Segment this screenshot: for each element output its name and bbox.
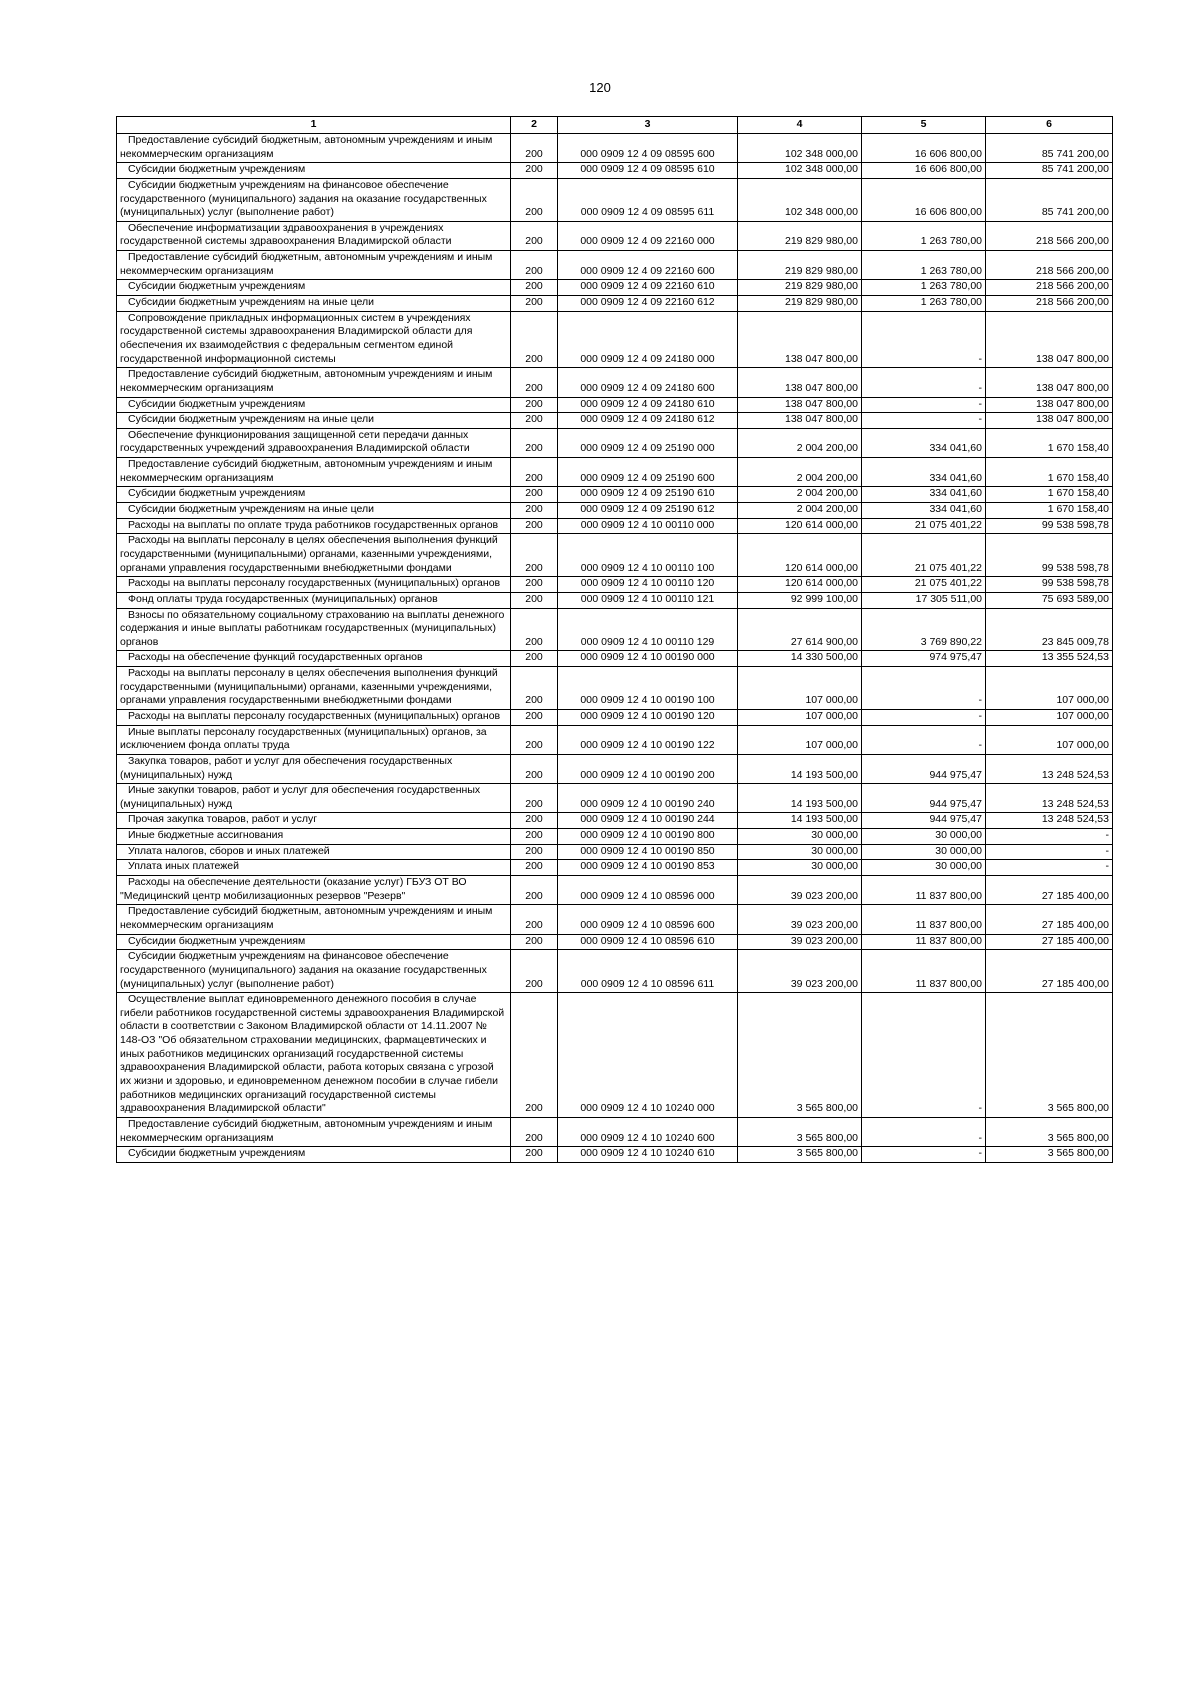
- row-budget-classification-code: 000 0909 12 4 09 08595 610: [558, 163, 738, 179]
- row-admin-code: 200: [511, 311, 558, 368]
- row-approved-amount: 2 004 200,00: [738, 503, 862, 519]
- row-admin-code: 200: [511, 784, 558, 813]
- row-remaining-amount: 27 185 400,00: [986, 934, 1113, 950]
- row-description: Расходы на выплаты персоналу государственных (муниципальных) органов: [117, 577, 511, 593]
- table-row: [117, 844, 1113, 860]
- row-remaining-amount: 75 693 589,00: [986, 592, 1113, 608]
- row-description: Расходы на выплаты по оплате труда работников государственных органов: [117, 518, 511, 534]
- row-remaining-amount: 218 566 200,00: [986, 280, 1113, 296]
- row-approved-amount: 3 565 800,00: [738, 1147, 862, 1163]
- table-row: [117, 413, 1113, 429]
- row-budget-classification-code: 000 0909 12 4 09 22160 000: [558, 221, 738, 250]
- table-row: [117, 651, 1113, 667]
- column-header: 3: [558, 117, 738, 134]
- row-remaining-amount: 107 000,00: [986, 667, 1113, 710]
- row-executed-amount: 334 041,60: [862, 487, 986, 503]
- row-admin-code: 200: [511, 134, 558, 163]
- column-header: 6: [986, 117, 1113, 134]
- row-approved-amount: 219 829 980,00: [738, 296, 862, 312]
- row-admin-code: 200: [511, 709, 558, 725]
- table-row: [117, 163, 1113, 179]
- table-row: [117, 860, 1113, 876]
- row-budget-classification-code: 000 0909 12 4 10 00110 121: [558, 592, 738, 608]
- row-admin-code: 200: [511, 844, 558, 860]
- row-description: Расходы на обеспечение функций государственных органов: [117, 651, 511, 667]
- row-executed-amount: 3 769 890,22: [862, 608, 986, 651]
- row-remaining-amount: 99 538 598,78: [986, 534, 1113, 577]
- row-executed-amount: 16 606 800,00: [862, 163, 986, 179]
- row-description: Осуществление выплат единовременного денежного пособия в случае гибели работников государственной системы здравоохранения Владимирской области в соответствии с Законом Владимирской области от 14.11.2007 № 148-ОЗ "Об обязательном страховании медицинских, фармацевтических и иных работников медицинских организаций государственной системы здравоохранения Владимирской области, работа которых связана с угрозой их жизни и здоровью, и единовременном денежном пособии в случае гибели работников медицинских организаций государственной системы здравоохранения Владимирской области": [117, 993, 511, 1118]
- row-executed-amount: 11 837 800,00: [862, 905, 986, 934]
- row-executed-amount: -: [862, 1117, 986, 1146]
- row-remaining-amount: 218 566 200,00: [986, 221, 1113, 250]
- row-executed-amount: 21 075 401,22: [862, 577, 986, 593]
- row-budget-classification-code: 000 0909 12 4 09 22160 600: [558, 251, 738, 280]
- row-remaining-amount: 1 670 158,40: [986, 503, 1113, 519]
- row-admin-code: 200: [511, 534, 558, 577]
- row-admin-code: 200: [511, 905, 558, 934]
- row-executed-amount: -: [862, 725, 986, 754]
- row-approved-amount: 2 004 200,00: [738, 487, 862, 503]
- row-remaining-amount: -: [986, 860, 1113, 876]
- row-description: Расходы на обеспечение деятельности (оказание услуг) ГБУЗ ОТ ВО "Медицинский центр мобилизационных резервов "Резерв": [117, 876, 511, 905]
- row-admin-code: 200: [511, 950, 558, 993]
- row-budget-classification-code: 000 0909 12 4 10 00190 850: [558, 844, 738, 860]
- table-row: [117, 178, 1113, 221]
- row-description: Предоставление субсидий бюджетным, автономным учреждениям и иным некоммерческим организациям: [117, 905, 511, 934]
- table-row: [117, 905, 1113, 934]
- row-budget-classification-code: 000 0909 12 4 09 08595 611: [558, 178, 738, 221]
- column-header: 2: [511, 117, 558, 134]
- row-executed-amount: 334 041,60: [862, 503, 986, 519]
- row-description: Уплата налогов, сборов и иных платежей: [117, 844, 511, 860]
- table-row: [117, 311, 1113, 368]
- row-approved-amount: 138 047 800,00: [738, 413, 862, 429]
- page-number: 120: [589, 80, 611, 95]
- row-budget-classification-code: 000 0909 12 4 10 00110 100: [558, 534, 738, 577]
- table-row: [117, 280, 1113, 296]
- row-admin-code: 200: [511, 296, 558, 312]
- row-executed-amount: 16 606 800,00: [862, 134, 986, 163]
- table-row: [117, 813, 1113, 829]
- row-budget-classification-code: 000 0909 12 4 09 22160 612: [558, 296, 738, 312]
- row-approved-amount: 30 000,00: [738, 860, 862, 876]
- table-row: [117, 251, 1113, 280]
- column-header: 1: [117, 117, 511, 134]
- row-budget-classification-code: 000 0909 12 4 10 10240 600: [558, 1117, 738, 1146]
- row-admin-code: 200: [511, 813, 558, 829]
- row-budget-classification-code: 000 0909 12 4 10 00190 120: [558, 709, 738, 725]
- row-budget-classification-code: 000 0909 12 4 09 25190 000: [558, 428, 738, 457]
- row-executed-amount: -: [862, 993, 986, 1118]
- row-description: Субсидии бюджетным учреждениям на иные цели: [117, 503, 511, 519]
- row-description: Субсидии бюджетным учреждениям на иные цели: [117, 413, 511, 429]
- row-budget-classification-code: 000 0909 12 4 09 25190 610: [558, 487, 738, 503]
- row-budget-classification-code: 000 0909 12 4 10 08596 610: [558, 934, 738, 950]
- row-executed-amount: 1 263 780,00: [862, 280, 986, 296]
- row-approved-amount: 219 829 980,00: [738, 221, 862, 250]
- row-approved-amount: 102 348 000,00: [738, 134, 862, 163]
- row-approved-amount: 39 023 200,00: [738, 876, 862, 905]
- table-row: [117, 608, 1113, 651]
- row-budget-classification-code: 000 0909 12 4 10 08596 600: [558, 905, 738, 934]
- row-admin-code: 200: [511, 754, 558, 783]
- row-remaining-amount: 1 670 158,40: [986, 487, 1113, 503]
- row-admin-code: 200: [511, 518, 558, 534]
- row-approved-amount: 2 004 200,00: [738, 428, 862, 457]
- table-row: [117, 1147, 1113, 1163]
- row-budget-classification-code: 000 0909 12 4 10 00110 129: [558, 608, 738, 651]
- row-remaining-amount: 13 248 524,53: [986, 813, 1113, 829]
- row-budget-classification-code: 000 0909 12 4 10 00110 120: [558, 577, 738, 593]
- table-row: [117, 1117, 1113, 1146]
- row-executed-amount: 21 075 401,22: [862, 518, 986, 534]
- row-approved-amount: 14 193 500,00: [738, 754, 862, 783]
- row-approved-amount: 30 000,00: [738, 829, 862, 845]
- row-remaining-amount: 138 047 800,00: [986, 368, 1113, 397]
- row-executed-amount: -: [862, 368, 986, 397]
- table-row: [117, 829, 1113, 845]
- table-header-row: [117, 117, 1113, 134]
- table-row: [117, 754, 1113, 783]
- row-description: Иные выплаты персоналу государственных (муниципальных) органов, за исключением фонда оплаты труда: [117, 725, 511, 754]
- row-approved-amount: 107 000,00: [738, 709, 862, 725]
- table-row: [117, 709, 1113, 725]
- table-row: [117, 725, 1113, 754]
- row-remaining-amount: 138 047 800,00: [986, 311, 1113, 368]
- row-executed-amount: -: [862, 667, 986, 710]
- row-description: Предоставление субсидий бюджетным, автономным учреждениям и иным некоммерческим организациям: [117, 368, 511, 397]
- row-executed-amount: 974 975,47: [862, 651, 986, 667]
- row-description: Фонд оплаты труда государственных (муниципальных) органов: [117, 592, 511, 608]
- table-row: [117, 934, 1113, 950]
- row-description: Прочая закупка товаров, работ и услуг: [117, 813, 511, 829]
- table-row: [117, 487, 1113, 503]
- row-description: Субсидии бюджетным учреждениям на иные цели: [117, 296, 511, 312]
- row-description: Обеспечение информатизации здравоохранения в учреждениях государственной системы здравоохранения Владимирской области: [117, 221, 511, 250]
- row-approved-amount: 107 000,00: [738, 667, 862, 710]
- table-body: [117, 134, 1113, 1163]
- row-remaining-amount: 138 047 800,00: [986, 397, 1113, 413]
- row-remaining-amount: 107 000,00: [986, 725, 1113, 754]
- row-approved-amount: 39 023 200,00: [738, 950, 862, 993]
- row-executed-amount: 11 837 800,00: [862, 950, 986, 993]
- row-remaining-amount: 3 565 800,00: [986, 993, 1113, 1118]
- table-row: [117, 428, 1113, 457]
- row-approved-amount: 30 000,00: [738, 844, 862, 860]
- column-header: 5: [862, 117, 986, 134]
- row-admin-code: 200: [511, 487, 558, 503]
- row-admin-code: 200: [511, 592, 558, 608]
- row-executed-amount: 944 975,47: [862, 754, 986, 783]
- row-budget-classification-code: 000 0909 12 4 10 00190 244: [558, 813, 738, 829]
- row-executed-amount: 334 041,60: [862, 428, 986, 457]
- row-budget-classification-code: 000 0909 12 4 10 10240 610: [558, 1147, 738, 1163]
- table-row: [117, 221, 1113, 250]
- row-description: Иные бюджетные ассигнования: [117, 829, 511, 845]
- row-admin-code: 200: [511, 280, 558, 296]
- row-budget-classification-code: 000 0909 12 4 10 00190 853: [558, 860, 738, 876]
- table-row: [117, 134, 1113, 163]
- row-budget-classification-code: 000 0909 12 4 10 08596 611: [558, 950, 738, 993]
- row-approved-amount: 3 565 800,00: [738, 993, 862, 1118]
- row-executed-amount: 30 000,00: [862, 860, 986, 876]
- row-budget-classification-code: 000 0909 12 4 09 24180 612: [558, 413, 738, 429]
- row-description: Субсидии бюджетным учреждениям: [117, 163, 511, 179]
- row-admin-code: 200: [511, 458, 558, 487]
- row-description: Субсидии бюджетным учреждениям: [117, 487, 511, 503]
- row-executed-amount: 1 263 780,00: [862, 221, 986, 250]
- row-budget-classification-code: 000 0909 12 4 09 25190 612: [558, 503, 738, 519]
- table-row: [117, 784, 1113, 813]
- row-budget-classification-code: 000 0909 12 4 10 00190 800: [558, 829, 738, 845]
- row-description: Субсидии бюджетным учреждениям: [117, 934, 511, 950]
- row-description: Предоставление субсидий бюджетным, автономным учреждениям и иным некоммерческим организациям: [117, 134, 511, 163]
- table-row: [117, 368, 1113, 397]
- row-description: Субсидии бюджетным учреждениям на финансовое обеспечение государственного (муниципального) задания на оказание государственных (муниципальных) услуг (выполнение работ): [117, 950, 511, 993]
- row-executed-amount: 944 975,47: [862, 784, 986, 813]
- budget-table: [116, 116, 1113, 1163]
- row-remaining-amount: 85 741 200,00: [986, 134, 1113, 163]
- row-approved-amount: 138 047 800,00: [738, 368, 862, 397]
- table-row: [117, 876, 1113, 905]
- column-header: 4: [738, 117, 862, 134]
- table-row: [117, 518, 1113, 534]
- row-approved-amount: 3 565 800,00: [738, 1117, 862, 1146]
- row-admin-code: 200: [511, 251, 558, 280]
- table-row: [117, 296, 1113, 312]
- row-executed-amount: 11 837 800,00: [862, 934, 986, 950]
- table-row: [117, 503, 1113, 519]
- row-admin-code: 200: [511, 829, 558, 845]
- row-executed-amount: 1 263 780,00: [862, 251, 986, 280]
- row-executed-amount: 30 000,00: [862, 829, 986, 845]
- row-description: Субсидии бюджетным учреждениям: [117, 280, 511, 296]
- row-admin-code: 200: [511, 1147, 558, 1163]
- table-row: [117, 458, 1113, 487]
- row-admin-code: 200: [511, 934, 558, 950]
- row-approved-amount: 39 023 200,00: [738, 934, 862, 950]
- row-admin-code: 200: [511, 993, 558, 1118]
- row-approved-amount: 219 829 980,00: [738, 251, 862, 280]
- row-budget-classification-code: 000 0909 12 4 10 00190 100: [558, 667, 738, 710]
- row-budget-classification-code: 000 0909 12 4 09 08595 600: [558, 134, 738, 163]
- row-remaining-amount: 13 248 524,53: [986, 754, 1113, 783]
- row-description: Субсидии бюджетным учреждениям на финансовое обеспечение государственного (муниципального) задания на оказание государственных (муниципальных) услуг (выполнение работ): [117, 178, 511, 221]
- row-remaining-amount: 3 565 800,00: [986, 1147, 1113, 1163]
- row-description: Расходы на выплаты персоналу в целях обеспечения выполнения функций государственными (муниципальными) органами, казенными учреждениями, органами управления государственными внебюджетными фондами: [117, 667, 511, 710]
- table-row: [117, 950, 1113, 993]
- row-budget-classification-code: 000 0909 12 4 10 00190 240: [558, 784, 738, 813]
- row-approved-amount: 120 614 000,00: [738, 518, 862, 534]
- row-budget-classification-code: 000 0909 12 4 09 24180 000: [558, 311, 738, 368]
- row-remaining-amount: 85 741 200,00: [986, 178, 1113, 221]
- row-admin-code: 200: [511, 667, 558, 710]
- row-budget-classification-code: 000 0909 12 4 10 00190 000: [558, 651, 738, 667]
- row-executed-amount: 17 305 511,00: [862, 592, 986, 608]
- row-remaining-amount: -: [986, 844, 1113, 860]
- row-executed-amount: -: [862, 397, 986, 413]
- row-description: Предоставление субсидий бюджетным, автономным учреждениям и иным некоммерческим организациям: [117, 1117, 511, 1146]
- row-approved-amount: 219 829 980,00: [738, 280, 862, 296]
- table-row: [117, 592, 1113, 608]
- row-remaining-amount: 13 355 524,53: [986, 651, 1113, 667]
- row-remaining-amount: 27 185 400,00: [986, 876, 1113, 905]
- row-budget-classification-code: 000 0909 12 4 10 00190 122: [558, 725, 738, 754]
- table-row: [117, 667, 1113, 710]
- row-approved-amount: 39 023 200,00: [738, 905, 862, 934]
- row-executed-amount: 11 837 800,00: [862, 876, 986, 905]
- row-remaining-amount: 27 185 400,00: [986, 950, 1113, 993]
- row-executed-amount: 21 075 401,22: [862, 534, 986, 577]
- row-remaining-amount: 218 566 200,00: [986, 296, 1113, 312]
- row-description: Сопровождение прикладных информационных систем в учреждениях государственной системы здравоохранения Владимирской области для обеспечения их взаимодействия с федеральным сегментом единой государственной информационной системы: [117, 311, 511, 368]
- row-approved-amount: 92 999 100,00: [738, 592, 862, 608]
- row-admin-code: 200: [511, 876, 558, 905]
- row-budget-classification-code: 000 0909 12 4 10 10240 000: [558, 993, 738, 1118]
- row-remaining-amount: 85 741 200,00: [986, 163, 1113, 179]
- row-description: Расходы на выплаты персоналу в целях обеспечения выполнения функций государственными (муниципальными) органами, казенными учреждениями, органами управления государственными внебюджетными фондами: [117, 534, 511, 577]
- table-row: [117, 397, 1113, 413]
- row-approved-amount: 138 047 800,00: [738, 311, 862, 368]
- row-admin-code: 200: [511, 413, 558, 429]
- row-budget-classification-code: 000 0909 12 4 10 00190 200: [558, 754, 738, 783]
- row-executed-amount: -: [862, 1147, 986, 1163]
- row-remaining-amount: -: [986, 829, 1113, 845]
- row-admin-code: 200: [511, 368, 558, 397]
- row-remaining-amount: 138 047 800,00: [986, 413, 1113, 429]
- row-remaining-amount: 27 185 400,00: [986, 905, 1113, 934]
- row-executed-amount: 944 975,47: [862, 813, 986, 829]
- row-approved-amount: 120 614 000,00: [738, 534, 862, 577]
- row-description: Предоставление субсидий бюджетным, автономным учреждениям и иным некоммерческим организациям: [117, 458, 511, 487]
- row-approved-amount: 2 004 200,00: [738, 458, 862, 487]
- table-row: [117, 577, 1113, 593]
- row-remaining-amount: 1 670 158,40: [986, 428, 1113, 457]
- row-description: Закупка товаров, работ и услуг для обеспечения государственных (муниципальных) нужд: [117, 754, 511, 783]
- row-approved-amount: 120 614 000,00: [738, 577, 862, 593]
- row-admin-code: 200: [511, 397, 558, 413]
- row-executed-amount: 334 041,60: [862, 458, 986, 487]
- row-description: Иные закупки товаров, работ и услуг для обеспечения государственных (муниципальных) нужд: [117, 784, 511, 813]
- row-approved-amount: 27 614 900,00: [738, 608, 862, 651]
- row-approved-amount: 138 047 800,00: [738, 397, 862, 413]
- row-executed-amount: 30 000,00: [862, 844, 986, 860]
- row-remaining-amount: 23 845 009,78: [986, 608, 1113, 651]
- row-executed-amount: 1 263 780,00: [862, 296, 986, 312]
- row-remaining-amount: 99 538 598,78: [986, 577, 1113, 593]
- row-remaining-amount: 99 538 598,78: [986, 518, 1113, 534]
- row-admin-code: 200: [511, 608, 558, 651]
- row-executed-amount: -: [862, 311, 986, 368]
- row-remaining-amount: 107 000,00: [986, 709, 1113, 725]
- row-budget-classification-code: 000 0909 12 4 09 25190 600: [558, 458, 738, 487]
- row-executed-amount: -: [862, 413, 986, 429]
- row-admin-code: 200: [511, 503, 558, 519]
- row-approved-amount: 102 348 000,00: [738, 163, 862, 179]
- table-row: [117, 993, 1113, 1118]
- row-executed-amount: -: [862, 709, 986, 725]
- row-budget-classification-code: 000 0909 12 4 10 08596 000: [558, 876, 738, 905]
- row-description: Расходы на выплаты персоналу государственных (муниципальных) органов: [117, 709, 511, 725]
- row-remaining-amount: 13 248 524,53: [986, 784, 1113, 813]
- row-description: Обеспечение функционирования защищенной сети передачи данных государственных учреждений здравоохранения Владимирской области: [117, 428, 511, 457]
- row-budget-classification-code: 000 0909 12 4 09 22160 610: [558, 280, 738, 296]
- row-admin-code: 200: [511, 221, 558, 250]
- row-approved-amount: 107 000,00: [738, 725, 862, 754]
- row-executed-amount: 16 606 800,00: [862, 178, 986, 221]
- row-budget-classification-code: 000 0909 12 4 09 24180 610: [558, 397, 738, 413]
- row-admin-code: 200: [511, 651, 558, 667]
- row-admin-code: 200: [511, 577, 558, 593]
- row-budget-classification-code: 000 0909 12 4 10 00110 000: [558, 518, 738, 534]
- row-remaining-amount: 3 565 800,00: [986, 1117, 1113, 1146]
- row-admin-code: 200: [511, 725, 558, 754]
- row-remaining-amount: 218 566 200,00: [986, 251, 1113, 280]
- row-approved-amount: 14 193 500,00: [738, 784, 862, 813]
- row-admin-code: 200: [511, 163, 558, 179]
- row-approved-amount: 102 348 000,00: [738, 178, 862, 221]
- row-admin-code: 200: [511, 428, 558, 457]
- row-remaining-amount: 1 670 158,40: [986, 458, 1113, 487]
- table-row: [117, 534, 1113, 577]
- row-approved-amount: 14 330 500,00: [738, 651, 862, 667]
- row-description: Взносы по обязательному социальному страхованию на выплаты денежного содержания и иные выплаты работникам государственных (муниципальных) органов: [117, 608, 511, 651]
- row-admin-code: 200: [511, 860, 558, 876]
- row-description: Субсидии бюджетным учреждениям: [117, 397, 511, 413]
- row-budget-classification-code: 000 0909 12 4 09 24180 600: [558, 368, 738, 397]
- row-description: Уплата иных платежей: [117, 860, 511, 876]
- row-description: Предоставление субсидий бюджетным, автономным учреждениям и иным некоммерческим организациям: [117, 251, 511, 280]
- row-admin-code: 200: [511, 1117, 558, 1146]
- row-admin-code: 200: [511, 178, 558, 221]
- row-approved-amount: 14 193 500,00: [738, 813, 862, 829]
- row-description: Субсидии бюджетным учреждениям: [117, 1147, 511, 1163]
